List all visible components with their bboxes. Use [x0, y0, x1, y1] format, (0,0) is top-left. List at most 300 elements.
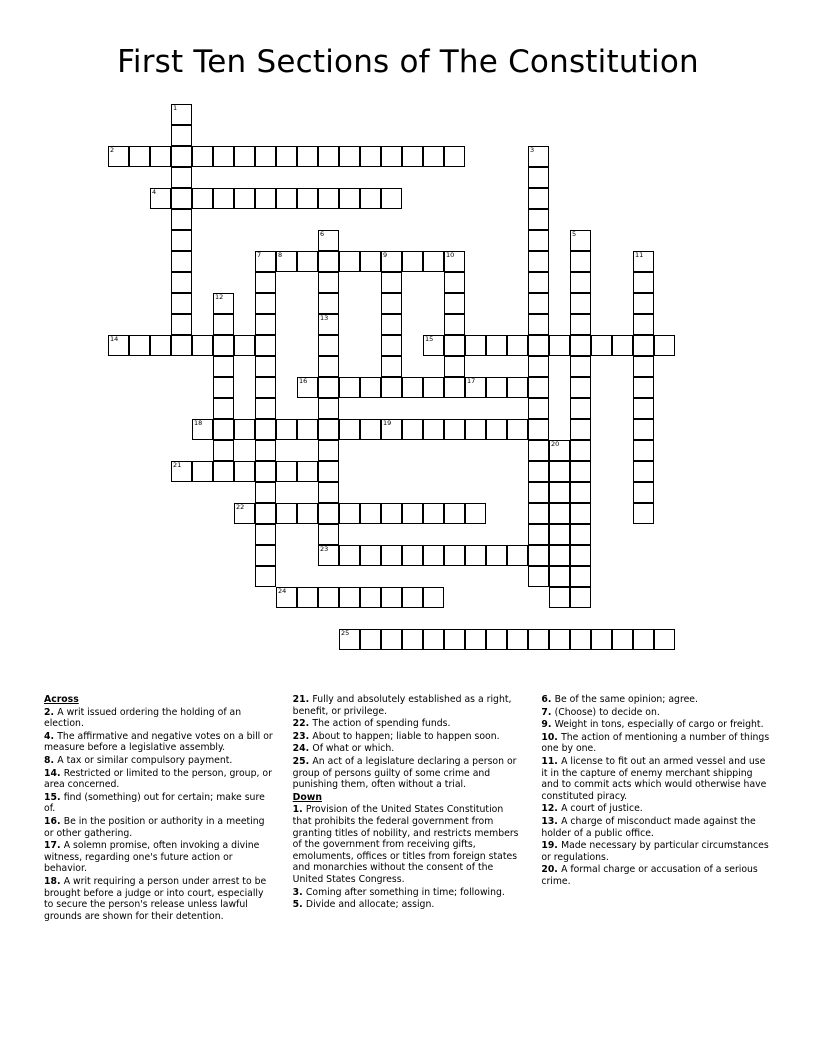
crossword-cell[interactable] [171, 125, 192, 146]
crossword-cell[interactable] [360, 419, 381, 440]
crossword-cell[interactable] [276, 188, 297, 209]
crossword-cell[interactable] [633, 419, 654, 440]
crossword-cell[interactable] [633, 314, 654, 335]
crossword-cell[interactable] [213, 398, 234, 419]
clue-number: 10. [541, 731, 562, 743]
clue-number: 3. [292, 886, 306, 898]
crossword-cell[interactable] [528, 251, 549, 272]
crossword-grid[interactable] [108, 104, 708, 679]
crossword-cell[interactable] [528, 356, 549, 377]
crossword-cell[interactable] [213, 188, 234, 209]
page-title: First Ten Sections of The Constitution [117, 44, 699, 80]
crossword-cell[interactable] [528, 419, 549, 440]
crossword-cell[interactable] [528, 335, 549, 356]
crossword-cell[interactable] [570, 314, 591, 335]
clue-item [293, 756, 524, 791]
crossword-cell[interactable] [171, 293, 192, 314]
clue-text: About to happen; liable to happen soon. [312, 730, 500, 742]
crossword-cell[interactable] [381, 419, 402, 440]
crossword-cell[interactable] [297, 377, 318, 398]
crossword-cell[interactable] [444, 629, 465, 650]
clue-number: 25. [292, 755, 313, 767]
crossword-cell[interactable] [444, 272, 465, 293]
crossword-cell[interactable] [255, 398, 276, 419]
crossword-cell[interactable] [129, 146, 150, 167]
crossword-cell[interactable] [192, 461, 213, 482]
crossword-cell[interactable] [507, 629, 528, 650]
cell-number: 23 [320, 545, 329, 553]
crossword-cell[interactable] [381, 251, 402, 272]
crossword-cell[interactable] [171, 251, 192, 272]
crossword-cell[interactable] [381, 314, 402, 335]
crossword-cell[interactable] [339, 188, 360, 209]
clues-section [0, 694, 816, 994]
crossword-cell[interactable] [528, 482, 549, 503]
crossword-cell[interactable] [528, 629, 549, 650]
clue-text: (Choose) to decide on. [554, 706, 660, 718]
crossword-cell[interactable] [549, 335, 570, 356]
crossword-cell[interactable] [318, 230, 339, 251]
crossword-cell[interactable] [423, 545, 444, 566]
crossword-cell[interactable] [318, 545, 339, 566]
crossword-cell[interactable] [549, 587, 570, 608]
crossword-cell[interactable] [297, 587, 318, 608]
crossword-cell[interactable] [171, 272, 192, 293]
crossword-cell[interactable] [255, 335, 276, 356]
crossword-cell[interactable] [297, 419, 318, 440]
crossword-cell[interactable] [339, 629, 360, 650]
crossword-cell[interactable] [612, 629, 633, 650]
crossword-cell[interactable] [465, 503, 486, 524]
crossword-cell[interactable] [213, 440, 234, 461]
crossword-cell[interactable] [297, 146, 318, 167]
crossword-cell[interactable] [276, 461, 297, 482]
crossword-cell[interactable] [381, 335, 402, 356]
crossword-cell[interactable] [276, 419, 297, 440]
crossword-cell[interactable] [402, 587, 423, 608]
clue-number: 9. [541, 719, 555, 731]
crossword-cell[interactable] [255, 377, 276, 398]
crossword-cell[interactable] [318, 377, 339, 398]
crossword-cell[interactable] [528, 566, 549, 587]
down-clue-list-part1 [293, 804, 524, 910]
crossword-cell[interactable] [339, 587, 360, 608]
crossword-cell[interactable] [444, 377, 465, 398]
crossword-cell[interactable] [570, 524, 591, 545]
crossword-cell[interactable] [549, 503, 570, 524]
crossword-cell[interactable] [402, 419, 423, 440]
crossword-cell[interactable] [276, 587, 297, 608]
crossword-cell[interactable] [528, 398, 549, 419]
crossword-cell[interactable] [360, 545, 381, 566]
crossword-cell[interactable] [150, 146, 171, 167]
crossword-cell[interactable] [171, 167, 192, 188]
crossword-cell[interactable] [339, 146, 360, 167]
crossword-cell[interactable] [633, 482, 654, 503]
down-heading: Down [292, 791, 322, 803]
crossword-cell[interactable] [318, 293, 339, 314]
crossword-cell[interactable] [633, 251, 654, 272]
crossword-cell[interactable] [570, 440, 591, 461]
crossword-cell[interactable] [297, 188, 318, 209]
crossword-cell[interactable] [150, 188, 171, 209]
crossword-cell[interactable] [318, 482, 339, 503]
crossword-cell[interactable] [633, 335, 654, 356]
clue-item [44, 840, 275, 875]
crossword-cell[interactable] [171, 461, 192, 482]
crossword-cell[interactable] [570, 356, 591, 377]
crossword-cell[interactable] [486, 377, 507, 398]
crossword-cell[interactable] [570, 461, 591, 482]
crossword-cell[interactable] [318, 188, 339, 209]
crossword-cell[interactable] [444, 419, 465, 440]
cell-number: 9 [383, 251, 388, 259]
clue-text: A tax or similar compulsory payment. [57, 754, 233, 766]
cell-number: 17 [467, 377, 476, 385]
crossword-cell[interactable] [528, 188, 549, 209]
crossword-cell[interactable] [381, 377, 402, 398]
crossword-cell[interactable] [528, 377, 549, 398]
crossword-cell[interactable] [171, 335, 192, 356]
crossword-cell[interactable] [507, 545, 528, 566]
crossword-cell[interactable] [570, 251, 591, 272]
crossword-cell[interactable] [381, 587, 402, 608]
crossword-cell[interactable] [633, 461, 654, 482]
crossword-cell[interactable] [528, 293, 549, 314]
crossword-cell[interactable] [276, 503, 297, 524]
cell-number: 7 [257, 251, 262, 259]
crossword-cell[interactable] [570, 335, 591, 356]
crossword-cell[interactable] [465, 377, 486, 398]
crossword-cell[interactable] [423, 335, 444, 356]
crossword-cell[interactable] [255, 419, 276, 440]
crossword-cell[interactable] [297, 461, 318, 482]
crossword-cell[interactable] [213, 293, 234, 314]
crossword-cell[interactable] [381, 545, 402, 566]
crossword-cell[interactable] [255, 503, 276, 524]
crossword-cell[interactable] [339, 251, 360, 272]
crossword-cell[interactable] [171, 188, 192, 209]
clue-text: A charge of misconduct made against the holder of a public office. [541, 815, 756, 839]
crossword-cell[interactable] [423, 377, 444, 398]
crossword-cell[interactable] [381, 356, 402, 377]
cell-number: 3 [530, 146, 535, 154]
crossword-cell[interactable] [528, 146, 549, 167]
crossword-cell[interactable] [381, 503, 402, 524]
crossword-cell[interactable] [108, 335, 129, 356]
crossword-cell[interactable] [297, 503, 318, 524]
crossword-cell[interactable] [360, 629, 381, 650]
crossword-cell[interactable] [591, 335, 612, 356]
cell-number: 5 [572, 230, 577, 238]
crossword-cell[interactable] [549, 524, 570, 545]
crossword-cell[interactable] [171, 209, 192, 230]
crossword-cell[interactable] [570, 419, 591, 440]
crossword-cell[interactable] [255, 293, 276, 314]
crossword-cell[interactable] [234, 188, 255, 209]
crossword-cell[interactable] [381, 293, 402, 314]
crossword-cell[interactable] [486, 545, 507, 566]
crossword-cell[interactable] [633, 503, 654, 524]
crossword-cell[interactable] [549, 545, 570, 566]
crossword-cell[interactable] [570, 482, 591, 503]
clue-text: Be in the position or authority in a meeting or other gathering. [44, 815, 265, 839]
crossword-cell[interactable] [360, 188, 381, 209]
crossword-cell[interactable] [528, 461, 549, 482]
crossword-cell[interactable] [318, 524, 339, 545]
crossword-cell[interactable] [465, 629, 486, 650]
crossword-cell[interactable] [360, 377, 381, 398]
crossword-cell[interactable] [654, 335, 675, 356]
cell-number: 15 [425, 335, 434, 343]
crossword-cell[interactable] [339, 503, 360, 524]
crossword-cell[interactable] [318, 272, 339, 293]
crossword-cell[interactable] [381, 629, 402, 650]
crossword-cell[interactable] [528, 167, 549, 188]
crossword-cell[interactable] [255, 440, 276, 461]
crossword-cell[interactable] [234, 503, 255, 524]
crossword-cell[interactable] [171, 230, 192, 251]
crossword-cell[interactable] [234, 146, 255, 167]
clue-number: 11. [541, 755, 562, 767]
crossword-cell[interactable] [318, 440, 339, 461]
crossword-cell[interactable] [339, 419, 360, 440]
crossword-cell[interactable] [213, 314, 234, 335]
crossword-cell[interactable] [255, 272, 276, 293]
crossword-cell[interactable] [549, 482, 570, 503]
crossword-cell[interactable] [549, 461, 570, 482]
crossword-cell[interactable] [129, 335, 150, 356]
crossword-cell[interactable] [549, 566, 570, 587]
crossword-cell[interactable] [318, 314, 339, 335]
crossword-cell[interactable] [255, 188, 276, 209]
clue-number: 17. [44, 840, 64, 852]
crossword-cell[interactable] [402, 629, 423, 650]
across-clue-list-part2 [293, 694, 524, 791]
crossword-cell[interactable] [570, 566, 591, 587]
clue-item [541, 719, 772, 731]
crossword-cell[interactable] [507, 335, 528, 356]
cell-number: 24 [278, 587, 287, 595]
crossword-cell[interactable] [402, 377, 423, 398]
cell-number: 25 [341, 629, 350, 637]
crossword-cell[interactable] [507, 377, 528, 398]
crossword-cell[interactable] [318, 461, 339, 482]
crossword-cell[interactable] [213, 356, 234, 377]
crossword-cell[interactable] [633, 377, 654, 398]
crossword-cell[interactable] [402, 251, 423, 272]
crossword-cell[interactable] [528, 230, 549, 251]
crossword-cell[interactable] [528, 440, 549, 461]
crossword-cell[interactable] [570, 230, 591, 251]
clue-number: 16. [44, 815, 64, 827]
crossword-cell[interactable] [612, 335, 633, 356]
clue-text: find (something) out for certain; make sure of. [44, 791, 265, 815]
clues-column-3 [541, 694, 772, 889]
crossword-cell[interactable] [591, 629, 612, 650]
crossword-cell[interactable] [444, 335, 465, 356]
clue-number: 6. [541, 694, 555, 705]
crossword-cell[interactable] [192, 419, 213, 440]
crossword-cell[interactable] [507, 419, 528, 440]
clue-number: 22. [292, 718, 313, 730]
crossword-cell[interactable] [108, 146, 129, 167]
crossword-cell[interactable] [633, 629, 654, 650]
crossword-cell[interactable] [444, 503, 465, 524]
crossword-cell[interactable] [318, 587, 339, 608]
crossword-cell[interactable] [465, 335, 486, 356]
crossword-cell[interactable] [570, 398, 591, 419]
crossword-cell[interactable] [234, 419, 255, 440]
crossword-cell[interactable] [318, 335, 339, 356]
crossword-cell[interactable] [570, 629, 591, 650]
clue-text: Be of the same opinion; agree. [554, 694, 698, 705]
crossword-cell[interactable] [318, 251, 339, 272]
clue-text: Fully and absolutely established as a right, benefit, or privilege. [292, 694, 512, 717]
cell-number: 8 [278, 251, 283, 259]
crossword-cell[interactable] [633, 440, 654, 461]
crossword-cell[interactable] [444, 293, 465, 314]
clue-item [541, 864, 772, 887]
crossword-cell[interactable] [192, 335, 213, 356]
clues-column-1 [44, 694, 275, 923]
clue-text: Made necessary by particular circumstances or regulations. [541, 840, 769, 863]
crossword-cell[interactable] [486, 335, 507, 356]
crossword-cell[interactable] [444, 314, 465, 335]
clue-text: A court of justice. [561, 803, 643, 815]
clue-text: Divide and allocate; assign. [305, 899, 435, 911]
clue-text: The action of mentioning a number of things one by one. [541, 731, 770, 755]
clue-item [541, 694, 772, 706]
crossword-cell[interactable] [402, 146, 423, 167]
crossword-cell[interactable] [255, 482, 276, 503]
crossword-cell[interactable] [360, 251, 381, 272]
crossword-cell[interactable] [465, 545, 486, 566]
crossword-cell[interactable] [318, 146, 339, 167]
crossword-cell[interactable] [255, 524, 276, 545]
crossword-cell[interactable] [570, 377, 591, 398]
crossword-cell[interactable] [255, 314, 276, 335]
crossword-cell[interactable] [423, 587, 444, 608]
crossword-cell[interactable] [402, 503, 423, 524]
crossword-cell[interactable] [444, 545, 465, 566]
crossword-cell[interactable] [255, 251, 276, 272]
crossword-cell[interactable] [528, 503, 549, 524]
crossword-cell[interactable] [423, 503, 444, 524]
crossword-cell[interactable] [570, 545, 591, 566]
crossword-cell[interactable] [360, 146, 381, 167]
crossword-cell[interactable] [318, 356, 339, 377]
crossword-cell[interactable] [255, 566, 276, 587]
crossword-cell[interactable] [213, 335, 234, 356]
clue-number: 20. [541, 864, 562, 876]
crossword-cell[interactable] [486, 629, 507, 650]
crossword-cell[interactable] [423, 629, 444, 650]
crossword-cell[interactable] [549, 629, 570, 650]
crossword-cell[interactable] [633, 293, 654, 314]
crossword-cell[interactable] [549, 440, 570, 461]
crossword-cell[interactable] [444, 251, 465, 272]
crossword-cell[interactable] [570, 293, 591, 314]
crossword-cell[interactable] [528, 545, 549, 566]
clue-item [293, 899, 524, 911]
crossword-cell[interactable] [654, 629, 675, 650]
crossword-cell[interactable] [213, 419, 234, 440]
crossword-cell[interactable] [423, 146, 444, 167]
crossword-cell[interactable] [339, 545, 360, 566]
crossword-cell[interactable] [570, 587, 591, 608]
crossword-cell[interactable] [381, 146, 402, 167]
crossword-cell[interactable] [360, 587, 381, 608]
crossword-cell[interactable] [633, 398, 654, 419]
crossword-cell[interactable] [381, 272, 402, 293]
crossword-cell[interactable] [633, 356, 654, 377]
crossword-cell[interactable] [318, 419, 339, 440]
crossword-cell[interactable] [486, 419, 507, 440]
crossword-cell[interactable] [255, 146, 276, 167]
crossword-cell[interactable] [171, 104, 192, 125]
crossword-cell[interactable] [444, 356, 465, 377]
crossword-cell[interactable] [570, 272, 591, 293]
crossword-cell[interactable] [192, 188, 213, 209]
crossword-cell[interactable] [276, 146, 297, 167]
clue-item [293, 887, 524, 899]
crossword-cell[interactable] [150, 335, 171, 356]
crossword-cell[interactable] [528, 524, 549, 545]
crossword-cell[interactable] [255, 461, 276, 482]
crossword-cell[interactable] [381, 188, 402, 209]
crossword-cell[interactable] [297, 251, 318, 272]
crossword-cell[interactable] [171, 314, 192, 335]
clue-number: 5. [292, 899, 306, 911]
crossword-cell[interactable] [339, 377, 360, 398]
crossword-cell[interactable] [528, 314, 549, 335]
crossword-cell[interactable] [318, 398, 339, 419]
crossword-cell[interactable] [528, 209, 549, 230]
cell-number: 12 [215, 293, 224, 301]
cell-number: 18 [194, 419, 203, 427]
crossword-cell[interactable] [633, 272, 654, 293]
clue-number: 7. [541, 706, 555, 718]
clue-item [293, 694, 524, 717]
crossword-cell[interactable] [234, 461, 255, 482]
crossword-cell[interactable] [192, 146, 213, 167]
clue-text: The affirmative and negative votes on a bill or measure before a legislative assembly. [44, 730, 273, 754]
crossword-cell[interactable] [570, 503, 591, 524]
crossword-cell[interactable] [255, 356, 276, 377]
crossword-cell[interactable] [255, 545, 276, 566]
clue-text: Of what or which. [312, 743, 395, 755]
crossword-cell[interactable] [402, 545, 423, 566]
crossword-cell[interactable] [234, 335, 255, 356]
crossword-cell[interactable] [423, 251, 444, 272]
clue-item [541, 707, 772, 719]
crossword-cell[interactable] [213, 461, 234, 482]
crossword-cell[interactable] [360, 503, 381, 524]
crossword-cell[interactable] [318, 503, 339, 524]
crossword-cell[interactable] [171, 146, 192, 167]
crossword-cell[interactable] [444, 146, 465, 167]
crossword-cell[interactable] [423, 419, 444, 440]
clue-text: A writ requiring a person under arrest to be brought before a judge or into court, especially to secure the person's release unless lawful grounds are shown for their detention. [44, 875, 267, 922]
crossword-cell[interactable] [276, 251, 297, 272]
crossword-cell[interactable] [213, 146, 234, 167]
crossword-cell[interactable] [528, 272, 549, 293]
clue-number: 21. [292, 694, 313, 705]
crossword-cell[interactable] [213, 377, 234, 398]
crossword-cell[interactable] [465, 419, 486, 440]
cell-number: 4 [152, 188, 157, 196]
